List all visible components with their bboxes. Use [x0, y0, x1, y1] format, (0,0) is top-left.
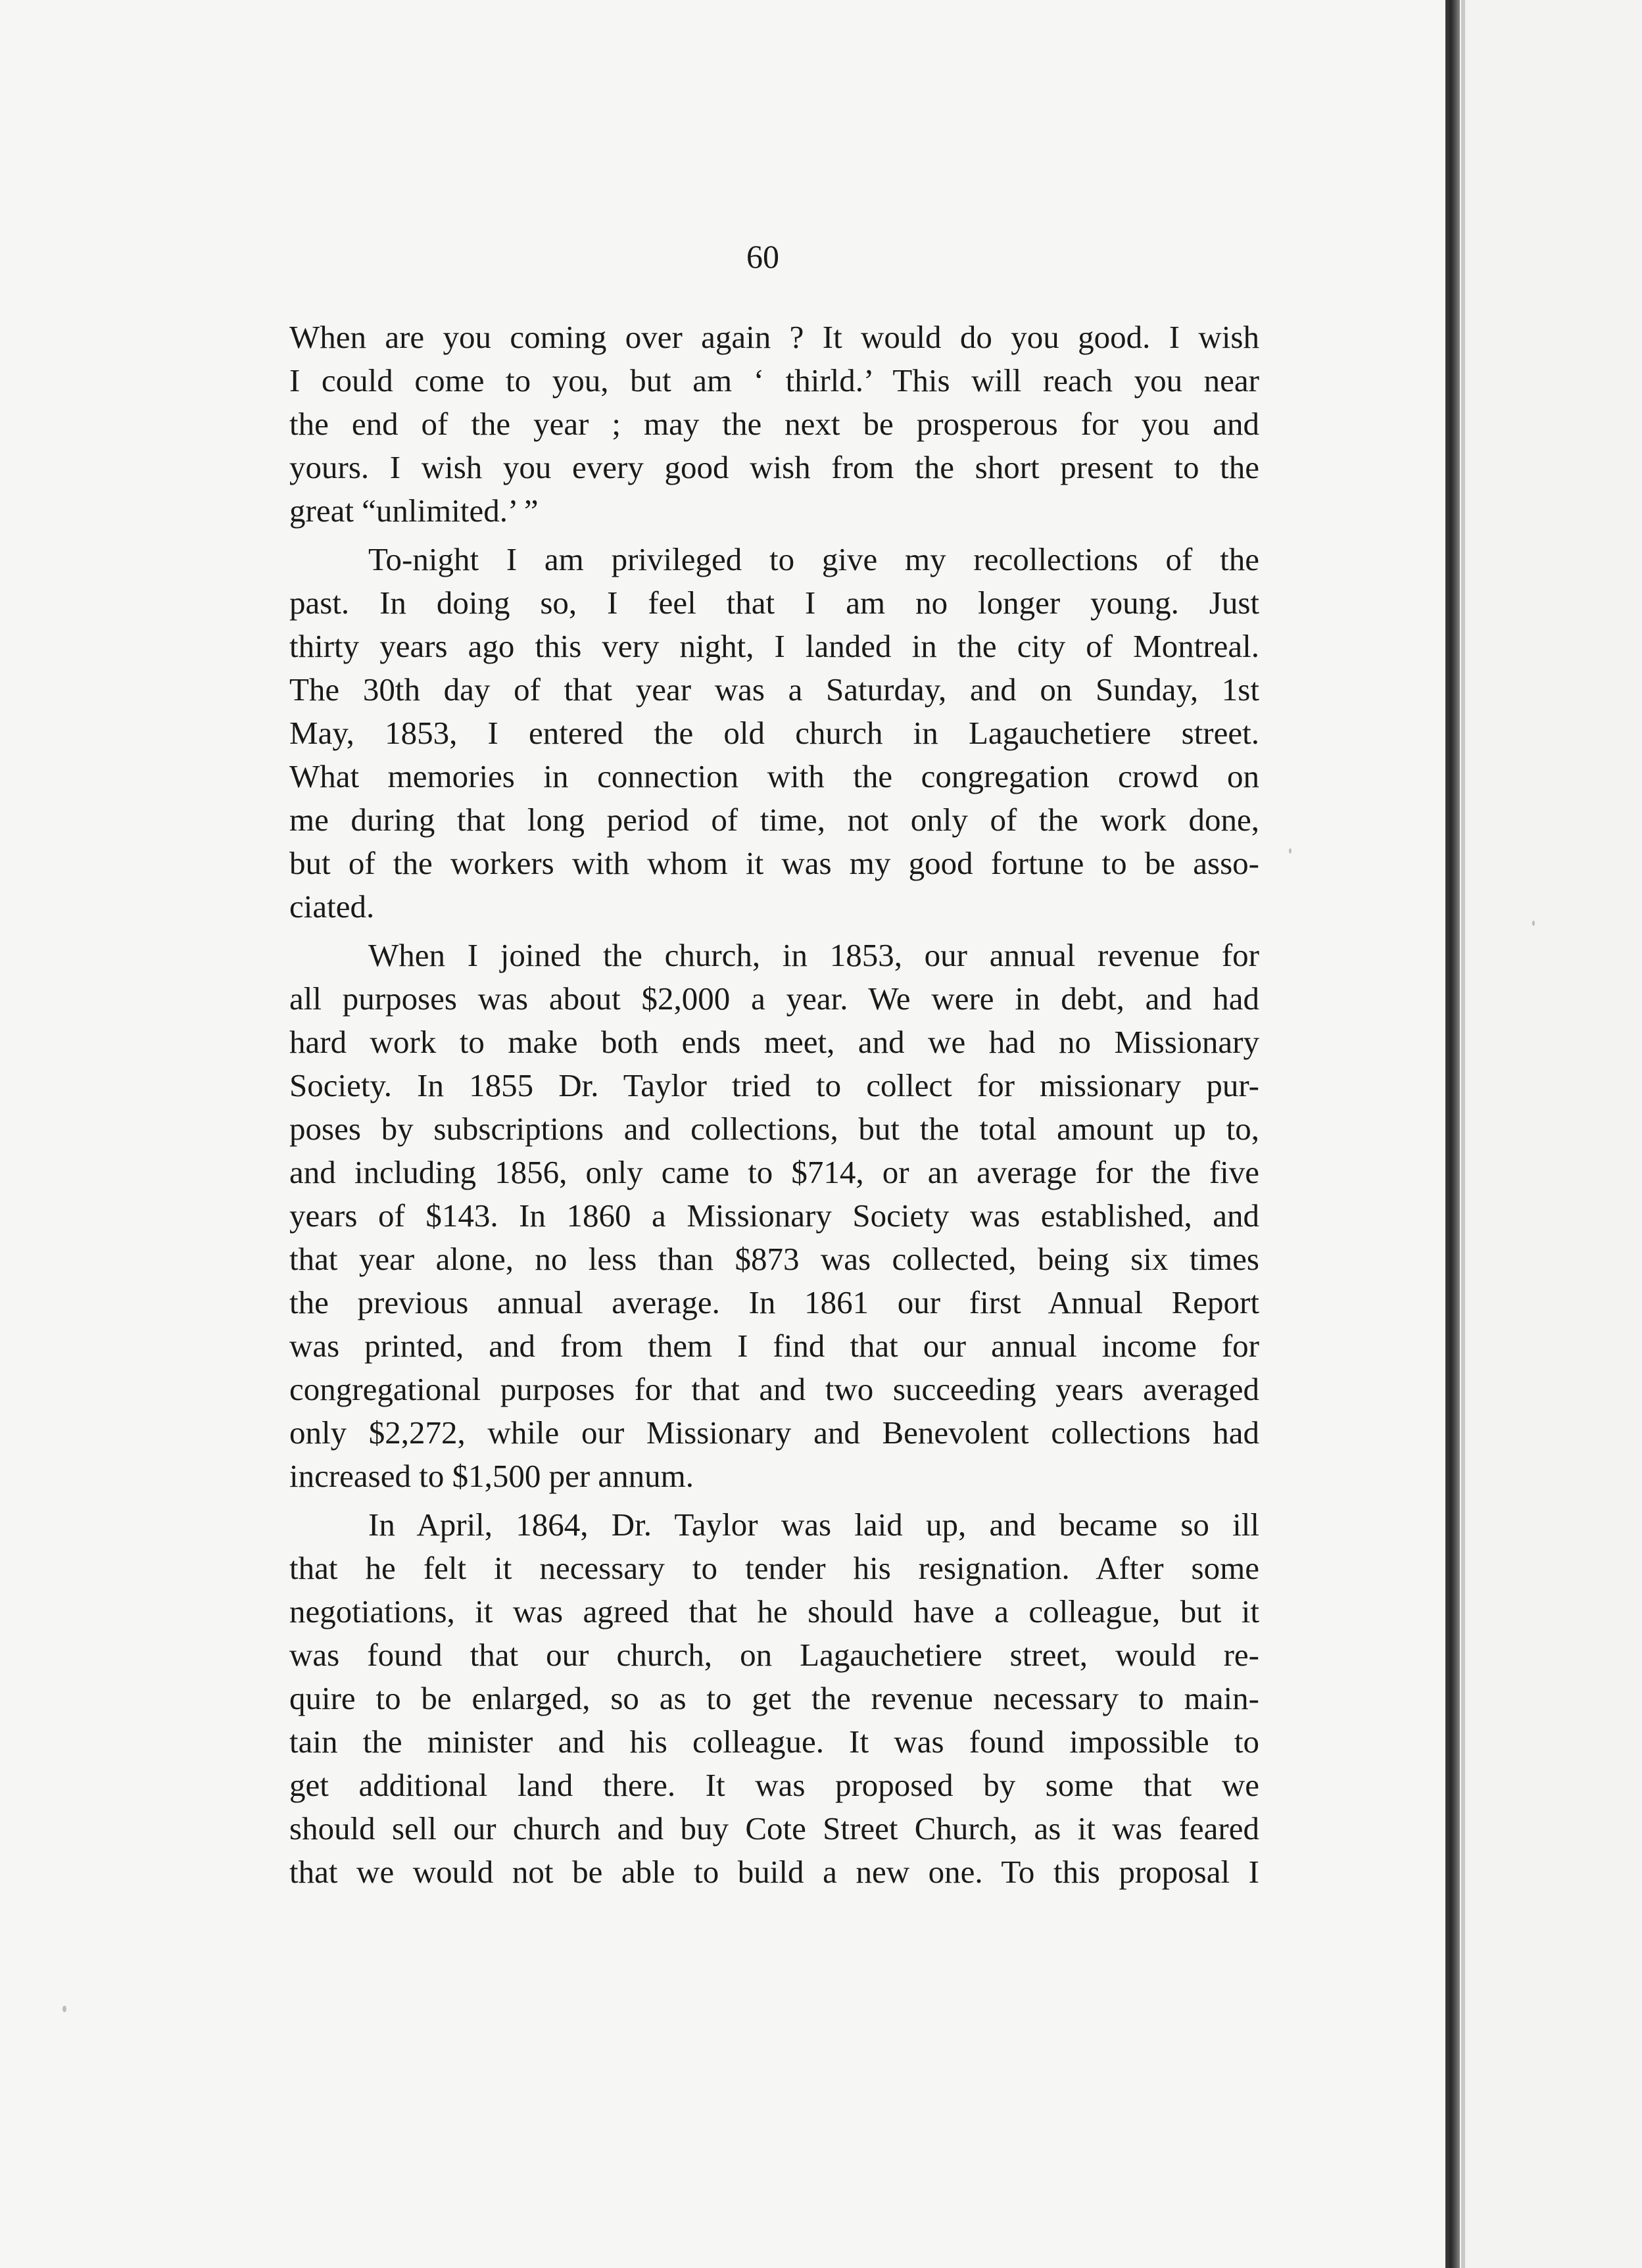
text-line: that year alone, no less than $873 was collected, being six times: [289, 1241, 1259, 1277]
text-line: May, 1853, I entered the old church in Lagauchetiere street.: [289, 715, 1259, 751]
paper-speck: [1289, 848, 1292, 854]
paragraph-2: [289, 538, 1259, 929]
paper-speck: [62, 2006, 66, 2012]
text-line: all purposes was about $2,000 a year. We were in debt, and had: [289, 980, 1259, 1017]
text-line: yours. I wish you every good wish from the short present to the: [289, 449, 1259, 485]
text-line: quire to be enlarged, so as to get the revenue necessary to main-: [289, 1680, 1259, 1716]
text-line: but of the workers with whom it was my good fortune to be asso-: [289, 845, 1259, 881]
text-line: In April, 1864, Dr. Taylor was laid up, and became so ill: [368, 1507, 1259, 1543]
text-line: Society. In 1855 Dr. Taylor tried to collect for missionary pur-: [289, 1067, 1259, 1103]
text-line: was found that our church, on Lagauchetiere street, would re-: [289, 1637, 1259, 1673]
text-line: I could come to you, but am ‘ thirld.’ This will reach you near: [289, 362, 1259, 398]
text-line: that he felt it necessary to tender his resignation. After some: [289, 1550, 1259, 1586]
text-line: poses by subscriptions and collections, but the total amount up to,: [289, 1111, 1259, 1147]
text-line: the previous annual average. In 1861 our first Annual Report: [289, 1284, 1259, 1320]
text-line: me during that long period of time, not only of the work done,: [289, 802, 1259, 838]
text-line: The 30th day of that year was a Saturday, and on Sunday, 1st: [289, 671, 1259, 708]
text-line: To-night I am privileged to give my recollections of the: [368, 541, 1259, 577]
text-line: ciated.: [289, 888, 375, 925]
text-line: When are you coming over again ? It would do you good. I wish: [289, 319, 1259, 355]
paragraph-1: [289, 316, 1259, 533]
text-line: increased to $1,500 per annum.: [289, 1458, 694, 1494]
text-line: the end of the year ; may the next be prosperous for you and: [289, 406, 1259, 442]
text-line: hard work to make both ends meet, and we had no Missionary: [289, 1024, 1259, 1060]
text-line: thirty years ago this very night, I landed in the city of Montreal.: [289, 628, 1259, 664]
text-line: was printed, and from them I find that our annual income for: [289, 1328, 1259, 1364]
paragraph-3: [289, 934, 1259, 1498]
page-number: 60: [746, 238, 779, 275]
text-line: only $2,272, while our Missionary and Benevolent collections had: [289, 1414, 1259, 1451]
text-line: get additional land there. It was proposed by some that we: [289, 1767, 1259, 1803]
adjacent-page-margin: [1465, 0, 1642, 2268]
body-text: [289, 316, 1259, 1899]
text-line: years of $143. In 1860 a Missionary Society was established, and: [289, 1197, 1259, 1234]
paper-speck: [1532, 921, 1535, 926]
text-line: should sell our church and buy Cote Street Church, as it was feared: [289, 1810, 1259, 1846]
text-line: What memories in connection with the congregation crowd on: [289, 758, 1259, 794]
text-line: that we would not be able to build a new one. To this proposal I: [289, 1854, 1259, 1890]
text-line: When I joined the church, in 1853, our annual revenue for: [368, 937, 1259, 973]
text-line: negotiations, it was agreed that he should have a colleague, but it: [289, 1593, 1259, 1629]
text-line: great “unlimited.’ ”: [289, 493, 539, 529]
text-line: tain the minister and his colleague. It was found impossible to: [289, 1724, 1259, 1760]
text-line: and including 1856, only came to $714, or an average for the five: [289, 1154, 1259, 1190]
paragraph-4: [289, 1503, 1259, 1894]
page-gutter-shadow: [1445, 0, 1460, 2268]
text-line: past. In doing so, I feel that I am no longer young. Just: [289, 585, 1259, 621]
text-line: congregational purposes for that and two succeeding years averaged: [289, 1371, 1259, 1407]
